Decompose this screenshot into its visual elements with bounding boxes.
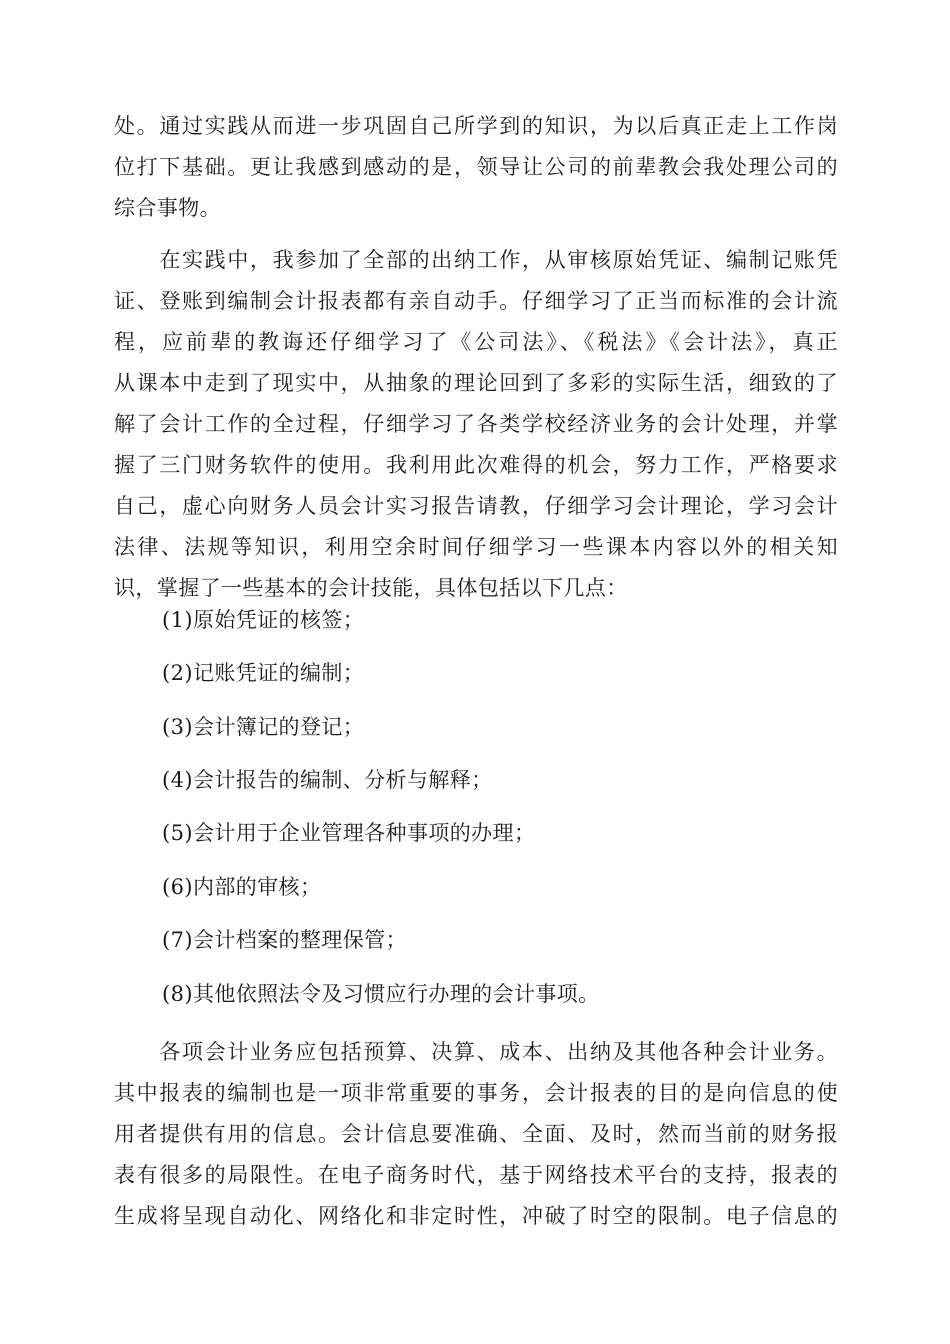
- text-line: 各项会计业务应包括预算、决算、成本、出纳及其他各种会计业务。: [114, 1040, 838, 1064]
- text-line: 程，应前辈的教诲还仔细学习了《公司法》、《税法》《会计法》，真正: [114, 330, 838, 354]
- text-line: 表有很多的局限性。在电子商务时代，基于网络技术平台的支持，报表的: [114, 1163, 838, 1187]
- list-item: (7)会计档案的整理保管；: [162, 928, 407, 952]
- list-item: (8)其他依照法令及习惯应行办理的会计事项。: [162, 982, 600, 1006]
- paragraph-practice: [114, 240, 838, 609]
- list-item: (1)原始凭证的核签；: [162, 608, 365, 632]
- list-item: (2)记账凭证的编制；: [162, 661, 365, 685]
- text-line: 处。通过实践从而进一步巩固自己所学到的知识，为以后真正走上工作岗: [114, 114, 838, 138]
- text-line: 握了三门财务软件的使用。我利用此次难得的机会，努力工作，严格要求: [114, 453, 838, 477]
- text-line: 解了会计工作的全过程，仔细学习了各类学校经济业务的会计处理，并掌: [114, 412, 838, 436]
- text-line: 用者提供有用的信息。会计信息要准确、全面、及时，然而当前的财务报: [114, 1122, 838, 1146]
- text-line: 证、登账到编制会计报表都有亲自动手。仔细学习了正当而标准的会计流: [114, 289, 838, 313]
- paragraph-intro: [114, 106, 838, 229]
- list-item: (4)会计报告的编制、分析与解释；: [162, 768, 493, 792]
- list-item: (6)内部的审核；: [162, 875, 322, 899]
- text-line: 自己，虚心向财务人员会计实习报告请教，仔细学习会计理论，学习会计: [114, 494, 838, 518]
- paragraph-business: [114, 1032, 838, 1237]
- text-line: 位打下基础。更让我感到感动的是，领导让公司的前辈教会我处理公司的: [114, 155, 838, 179]
- list-item: (5)会计用于企业管理各种事项的办理；: [162, 821, 536, 845]
- text-line: 综合事物。: [114, 196, 221, 220]
- text-line: 在实践中，我参加了全部的出纳工作，从审核原始凭证、编制记账凭: [114, 248, 838, 272]
- text-line: 其中报表的编制也是一项非常重要的事务，会计报表的目的是向信息的使: [114, 1081, 838, 1105]
- text-line: 从课本中走到了现实中，从抽象的理论回到了多彩的实际生活，细致的了: [114, 371, 838, 395]
- text-line: 生成将呈现自动化、网络化和非定时性，冲破了时空的限制。电子信息的: [114, 1204, 838, 1228]
- text-line: 法律、法规等知识，利用空余时间仔细学习一些课本内容以外的相关知: [114, 535, 838, 559]
- text-line: 识，掌握了一些基本的会计技能，具体包括以下几点：: [114, 576, 628, 600]
- list-item: (3)会计簿记的登记；: [162, 715, 365, 739]
